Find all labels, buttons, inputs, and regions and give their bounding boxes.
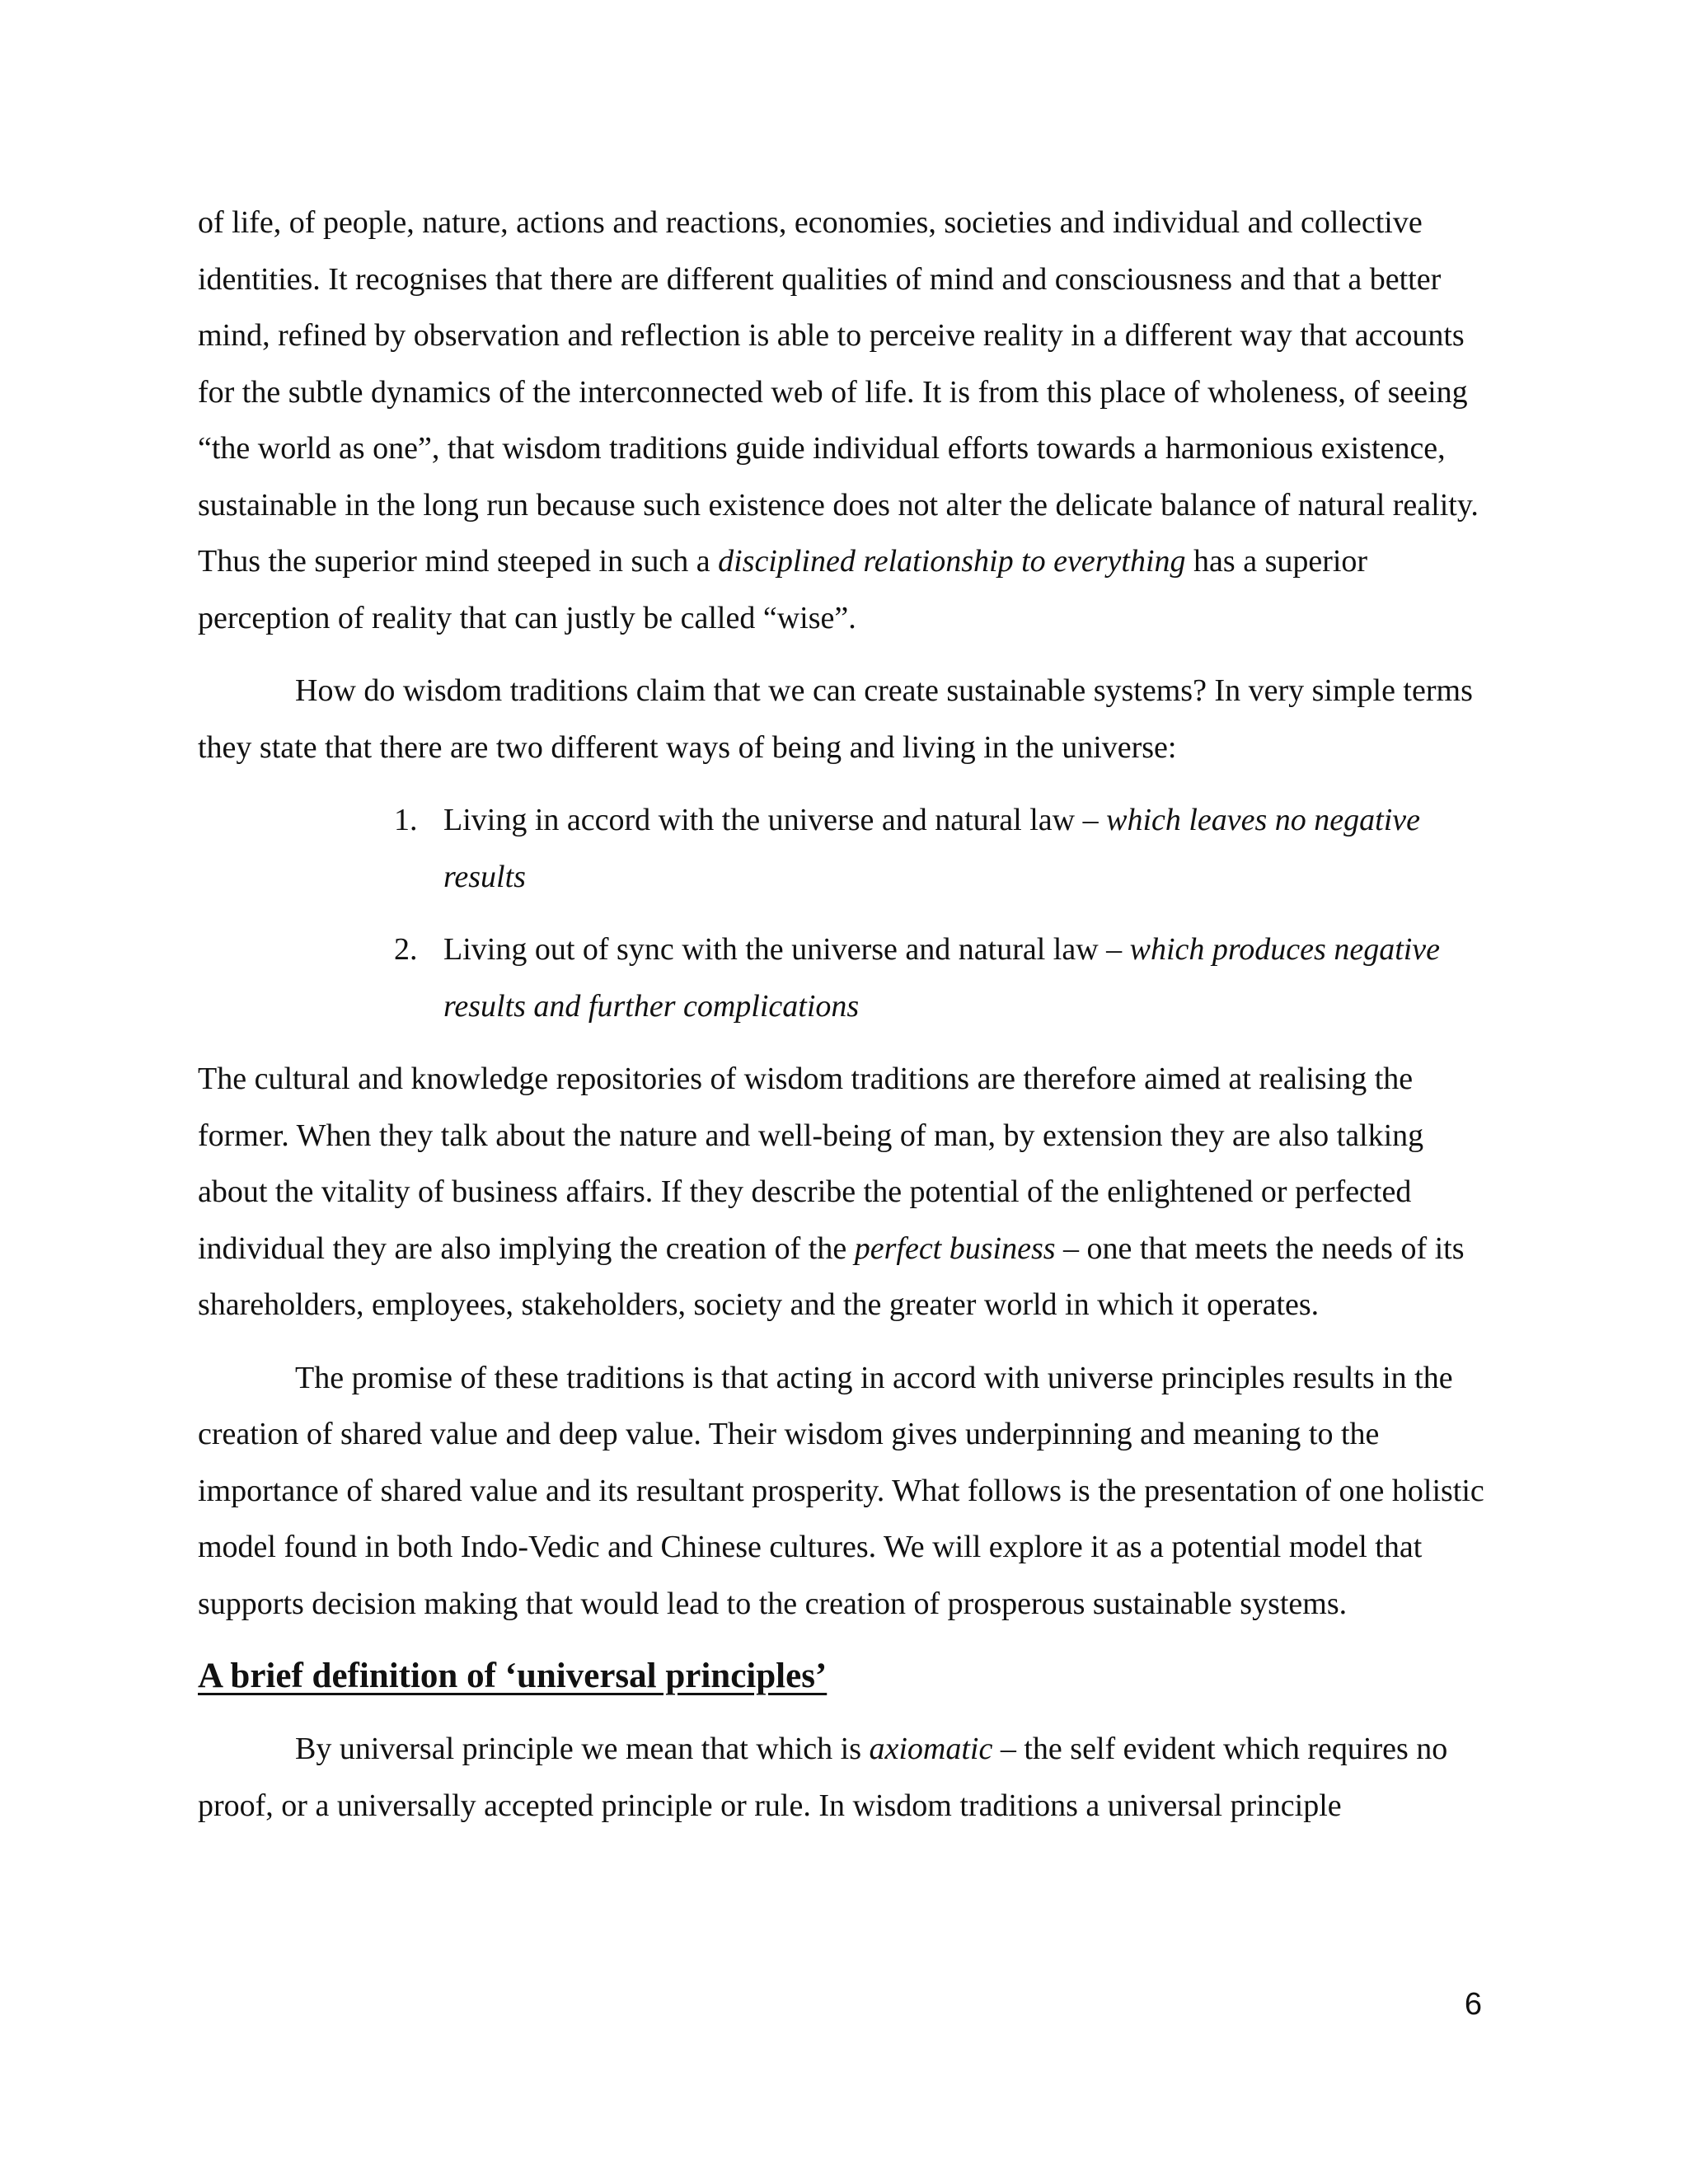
document-page [198, 194, 1500, 1850]
italic-phrase: axiomatic [869, 1732, 993, 1766]
list-item-text: Living in accord with the universe and natural law – [443, 803, 1107, 837]
list-item [394, 792, 1500, 905]
paragraph-text: of life, of people, nature, actions and reactions, economies, societies and individual and collective identities. It recognises that there are different qualities of mind and consciousness and that a better mind, refined by observation and reflection is able to perceive reality in a different way that accounts for the subtle dynamics of the interconnected web of life. It is from this place of wholeness, of seeing “the world as one”, that wisdom traditions guide individual efforts towards a harmonious existence, sustainable in the long run because such existence does not alter the delicate balance of natural reality. Thus the superior mind steeped in such a [198, 205, 1479, 579]
paragraph-repositories [198, 1051, 1500, 1333]
paragraph-text: – one that meets the needs of its shareholders, employees, stakeholders, society and the greater world in which it operates. [198, 1230, 1465, 1322]
section-heading: A brief definition of ‘universal principles’ [198, 1657, 828, 1695]
paragraph-text: – the self evident which requires no proof, or a universally accepted principle or rule. In wisdom traditions a universal principle [198, 1732, 1448, 1823]
list-item-number: 1. [394, 803, 418, 837]
list-item-italic: which leaves no negative results [443, 803, 1421, 894]
paragraph-promise: The promise of these traditions is that acting in accord with universe principles results in the creation of shared value and deep value. Their wisdom gives underpinning and meaning to the importance of shared value and its resultant prosperity. What follows is the presentation of one holistic model found in both Indo-Vedic and Chinese cultures. We will explore it as a potential model that supports decision making that would lead to the creation of prosperous sustainable systems. [198, 1360, 1484, 1621]
ways-of-living-list [198, 792, 1500, 1034]
paragraph-sustainable-systems: How do wisdom traditions claim that we can create sustainable systems? In very simple terms they state that there are two different ways of being and living in the universe: [198, 673, 1473, 765]
italic-phrase: perfect business [854, 1230, 1056, 1266]
page-number: 6 [1464, 1987, 1482, 2022]
paragraph-text: The cultural and knowledge repositories of wisdom traditions are therefore aimed at realising the former. When they talk about the nature and well-being of man, by extension they are also talking about the vitality of business affairs. If they describe the potential of the enlightened or perfected individual they are also implying the creation of the [198, 1062, 1424, 1266]
paragraph-text: has a superior perception of reality that can justly be called “wise”. [198, 544, 1368, 635]
paragraph-wholeness [198, 194, 1500, 646]
list-item [394, 921, 1500, 1034]
paragraph-universal-principle [198, 1721, 1500, 1834]
paragraph-text: By universal principle we mean that which is [295, 1732, 870, 1766]
list-item-number: 2. [394, 932, 418, 967]
italic-phrase: disciplined relationship to everything [718, 544, 1186, 579]
list-item-text: Living out of sync with the universe and natural law – [443, 932, 1130, 967]
list-item-italic: which produces negative results and further complications [443, 932, 1441, 1024]
